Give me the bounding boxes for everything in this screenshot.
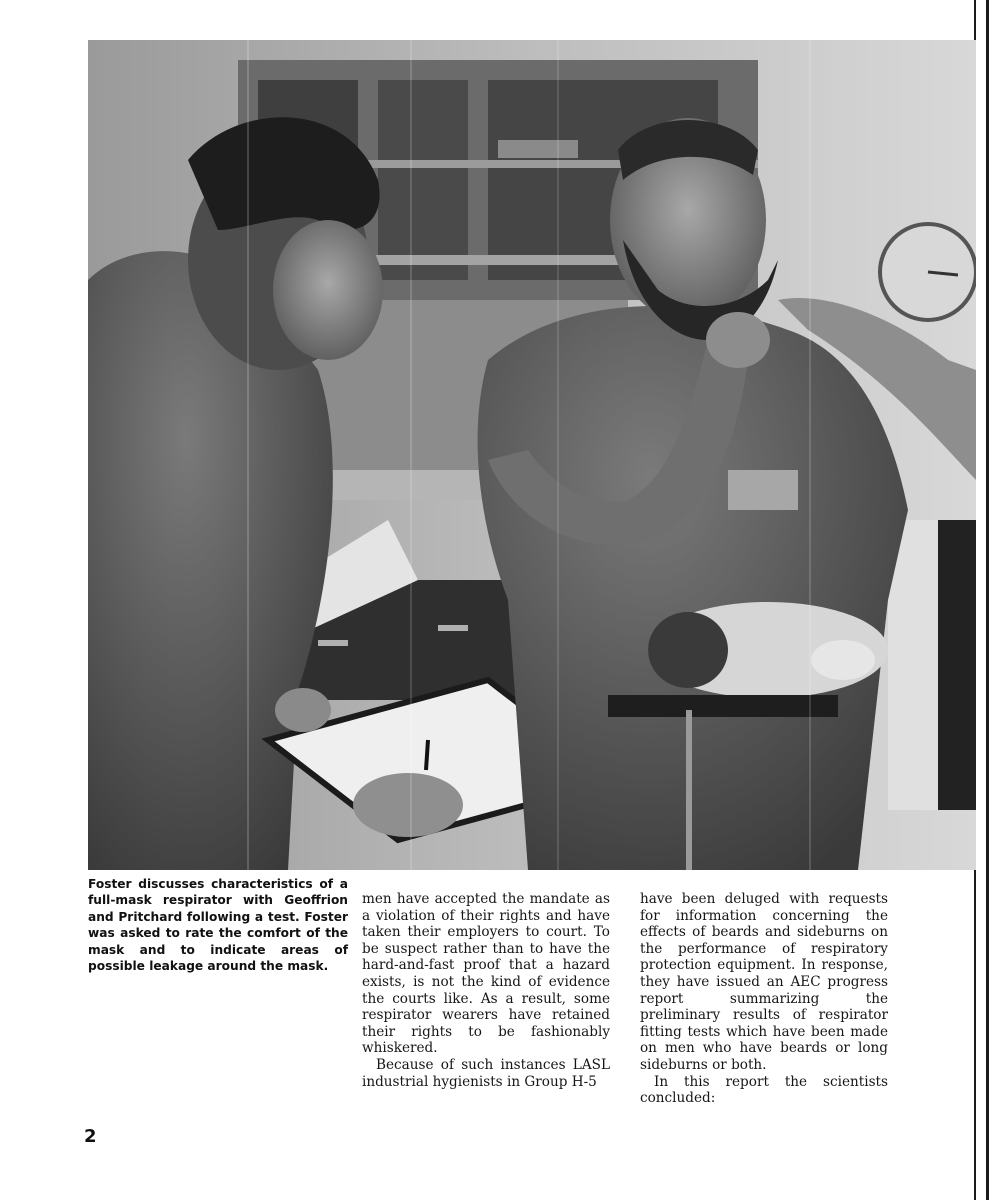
page-edge-rule-outer [986,0,989,1200]
page-number: 2 [84,1126,97,1147]
photo-caption: Foster discusses characteristics of a full-mask respirator with Geoffrion and Pritchard following a test. Foster was asked to rate the comfort of the mask and to indicate areas of possible leakage around the mask. [88,877,348,974]
column1-paragraph-2: Because of such instances LASL industrial hygienists in Group H-5 [362,1056,610,1090]
body-column-1 [362,891,610,1090]
column2-paragraph-1: have been deluged with requests for information concerning the effects of beards and sideburns on the performance of respiratory protection equipment. In response, they have issued an AEC progress report summarizing the preliminary results of respirator fitting tests which have been made on men who have beards or long sideburns or both. [640,891,888,1073]
column2-paragraph-2: In this report the scientists concluded: [640,1073,888,1107]
photograph [88,40,976,870]
body-column-2 [640,891,888,1107]
column1-paragraph-1: men have accepted the mandate as a violation of their rights and have taken their employers to court. To be suspect rather than to have the hard-and-fast proof that a hazard exists, is not the kind of evidence the courts like. As a result, some respirator wearers have retained their rights to be fashionably whiskered. [362,891,610,1057]
